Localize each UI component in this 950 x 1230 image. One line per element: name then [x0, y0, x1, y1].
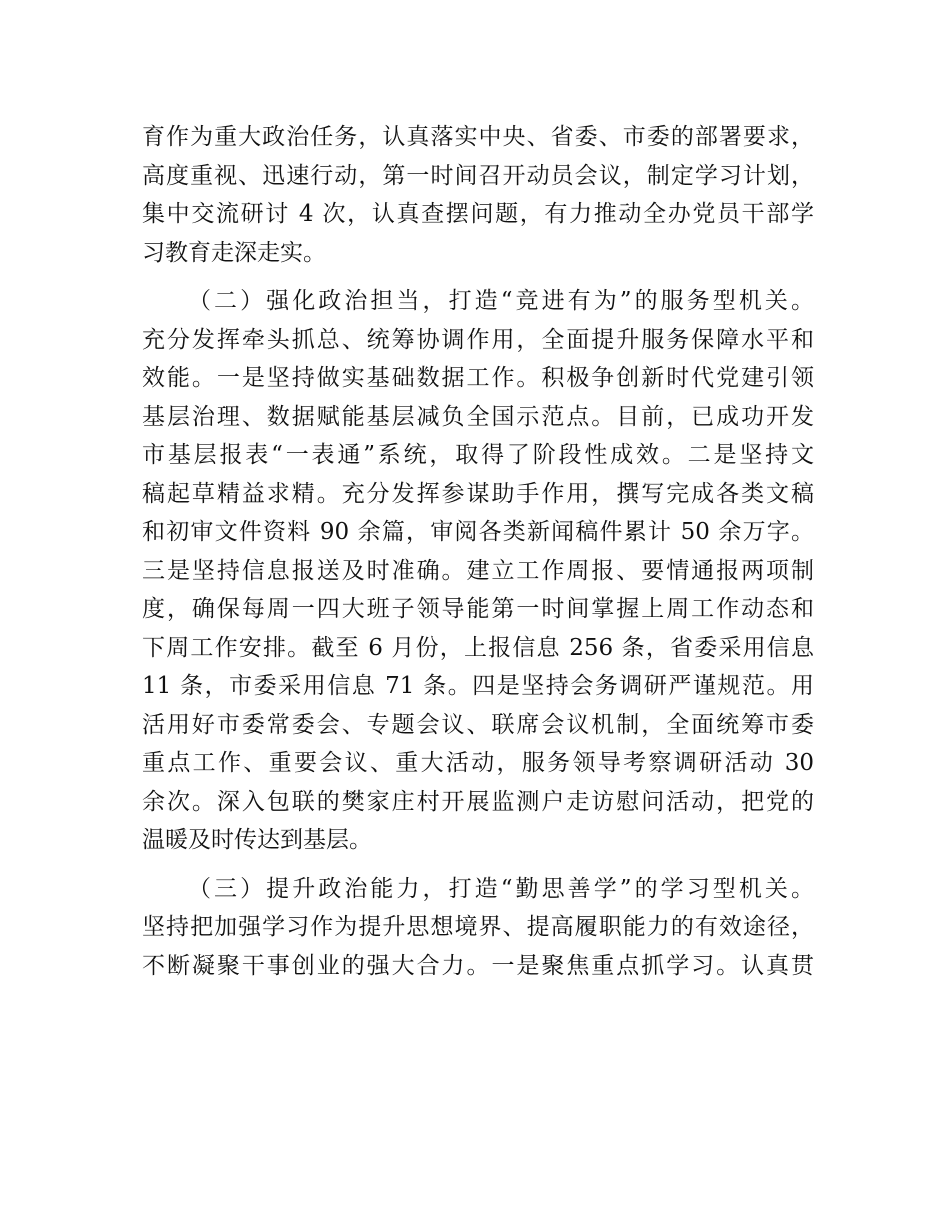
text-line: 市基层报表“一表通”系统，取得了阶段性成效。二是坚持文 [142, 442, 814, 468]
text-line: 育作为重大政治任务，认真落实中央、省委、市委的部署要求， [142, 124, 814, 150]
paragraph-2 [142, 282, 814, 860]
text-line: 稿起草精益求精。充分发挥参谋助手作用，撰写完成各类文稿 [142, 480, 814, 507]
document-body [142, 118, 814, 985]
text-line: 重点工作、重要会议、重大活动，服务领导考察调研活动 30 [142, 750, 814, 776]
text-line: 充分发挥牵头抓总、统筹协调作用，全面提升服务保障水平和 [142, 326, 814, 353]
text-line: 11 条，市委采用信息 71 条。四是坚持会务调研严谨规范。用 [142, 673, 814, 699]
text-line: 不断凝聚干事创业的强大合力。一是聚焦重点抓学习。认真贯 [142, 952, 814, 979]
text-line: 温暖及时传达到基层。 [142, 827, 372, 853]
text-line: 习教育走深走实。 [142, 239, 326, 266]
text-line: 余次。深入包联的樊家庄村开展监测户走访慰问活动，把党的 [142, 788, 814, 815]
text-line: 坚持把加强学习作为提升思想境界、提高履职能力的有效途径， [142, 914, 814, 940]
text-line: 下周工作安排。截至 6 月份，上报信息 256 条，省委采用信息 [142, 634, 814, 661]
text-line: 效能。一是坚持做实基础数据工作。积极争创新时代党建引领 [142, 365, 814, 391]
text-line: 基层治理、数据赋能基层减负全国示范点。目前，已成功开发 [142, 403, 814, 430]
text-line: 三是坚持信息报送及时准确。建立工作周报、要情通报两项制 [142, 557, 814, 584]
paragraph-1 [142, 118, 814, 272]
text-line: 高度重视、迅速行动，第一时间召开动员会议，制定学习计划， [142, 162, 814, 189]
section-heading-3: （三）提升政治能力，打造“勤思善学”的学习型机关。 [188, 875, 814, 902]
text-line: 度，确保每周一四大班子领导能第一时间掌握上周工作动态和 [142, 596, 814, 622]
text-line: 和初审文件资料 90 余篇，审阅各类新闻稿件累计 50 余万字。 [142, 519, 814, 545]
paragraph-3 [142, 870, 814, 986]
text-line: 集中交流研讨 4 次，认真查摆问题，有力推动全办党员干部学 [142, 201, 814, 227]
text-line: 活用好市委常委会、专题会议、联席会议机制，全面统筹市委 [142, 711, 814, 738]
section-heading-2: （二）强化政治担当，打造“竞进有为”的服务型机关。 [188, 288, 814, 314]
